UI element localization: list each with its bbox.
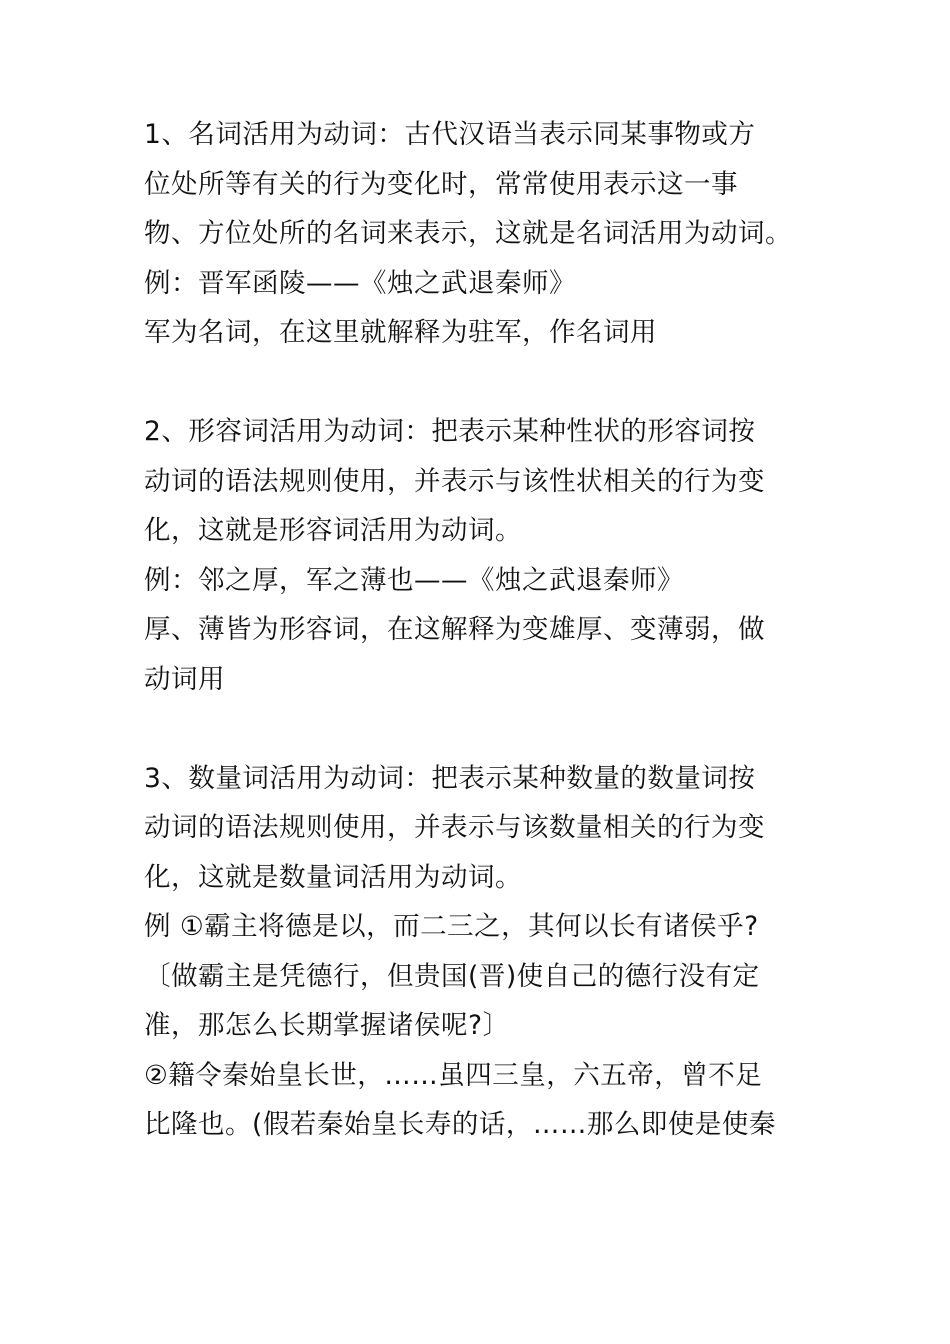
text-line: 3、数量词活用为动词：把表示某种数量的数量词按 [144, 762, 756, 794]
translation-line: 比隆也。(假若秦始皇长寿的话，……那么即使是使秦 [144, 1109, 776, 1140]
example-line: ②籍令秦始皇长世，……虽四三皇，六五帝，曾不足 [144, 1059, 763, 1091]
explanation-line: 动词用 [144, 663, 225, 695]
text-line: 位处所等有关的行为变化时，常常使用表示这一事 [144, 168, 738, 200]
example-line: 例：晋军函陵——《烛之武退秦师》 [144, 267, 576, 299]
text-line: 动词的语法规则使用，并表示与该性状相关的行为变 [144, 465, 765, 497]
text-line: 化，这就是形容词活用为动词。 [144, 515, 522, 546]
text-line: 物、方位处所的名词来表示，这就是名词活用为动词。 [144, 218, 792, 249]
text-line: 2、形容词活用为动词：把表示某种性状的形容词按 [144, 416, 756, 447]
text-line: 化，这就是数量词活用为动词。 [144, 861, 522, 893]
document-body [144, 110, 824, 1150]
section-numeral-as-verb [144, 754, 824, 1150]
text-line: 动词的语法规则使用，并表示与该数量相关的行为变 [144, 812, 765, 843]
paragraph-gap [144, 704, 824, 754]
paragraph-gap [144, 358, 824, 408]
explanation-line: 军为名词，在这里就解释为驻军，作名词用 [144, 317, 657, 348]
example-line: 例：邻之厚，军之薄也——《烛之武退秦师》 [144, 564, 684, 596]
text-line: 1、名词活用为动词：古代汉语当表示同某事物或方 [144, 119, 756, 150]
section-noun-as-verb [144, 110, 824, 358]
section-adjective-as-verb [144, 407, 824, 704]
explanation-line: 厚、薄皆为形容词，在这解释为变雄厚、变薄弱，做 [144, 614, 765, 645]
translation-line: 〔做霸主是凭德行，但贵国(晋)使自己的德行没有定 [144, 960, 760, 992]
example-line: 例 ①霸主将德是以，而二三之，其何以长有诸侯乎? [144, 911, 759, 942]
translation-line: 准，那怎么长期掌握诸侯呢?〕 [144, 1010, 510, 1041]
